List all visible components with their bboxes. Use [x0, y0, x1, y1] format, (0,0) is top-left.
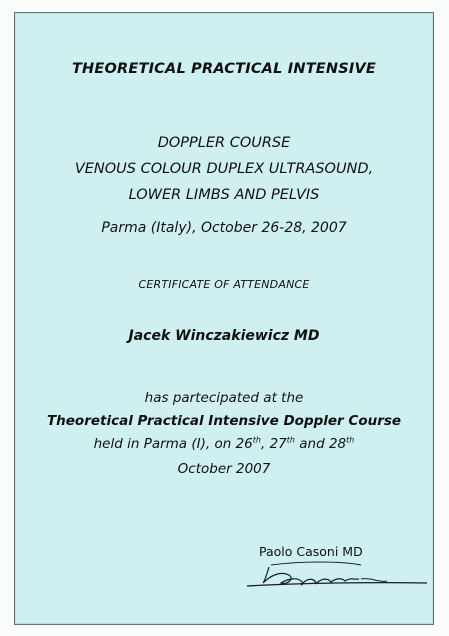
certificate-heading: THEORETICAL PRACTICAL INTENSIVE: [71, 61, 377, 77]
body-line-4: October 2007: [177, 461, 271, 477]
course-title-line-1: DOPPLER COURSE: [157, 135, 291, 151]
signer-name: Paolo Casoni MD: [259, 544, 363, 559]
certificate-panel: [14, 12, 434, 625]
ordinal-sup-3: th: [346, 435, 355, 445]
course-title-line-3: LOWER LIMBS AND PELVIS: [128, 187, 320, 203]
place-date: Parma (Italy), October 26-28, 2007: [101, 220, 347, 236]
body-line-3-prefix: held in Parma (I), on 26: [93, 436, 253, 452]
body-line-1: has partecipated at the: [144, 390, 304, 406]
certificate-title: CERTIFICATE OF ATTENDANCE: [138, 278, 310, 291]
ordinal-sup-2: th: [286, 435, 295, 445]
handwritten-signature: [241, 553, 431, 593]
body-line-2: Theoretical Practical Intensive Doppler Course: [46, 413, 402, 429]
body-line-3-mid-2: and 28: [294, 436, 347, 452]
course-title-line-2: VENOUS COLOUR DUPLEX ULTRASOUND,: [74, 161, 374, 177]
body-line-3-mid-1: , 27: [260, 436, 287, 452]
ordinal-sup-1: th: [252, 435, 261, 445]
body-line-3: [15, 436, 433, 452]
recipient-name: Jacek Winczakiewicz MD: [128, 328, 320, 344]
